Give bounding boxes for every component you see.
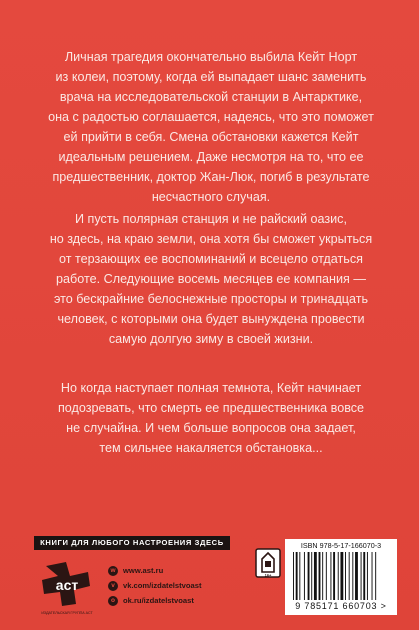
barcode-stripe: [311, 552, 312, 600]
blurb-paragraph-3: Но когда наступает полная темнота, Кейт начинает подозревать, что смерть ее предшественника вовсе не случайна. И чем больше вопросов она задает, тем сильнее накаляется обстановка...: [57, 381, 365, 455]
barcode-stripe: [304, 552, 305, 600]
link-vk[interactable]: [108, 578, 248, 593]
ast-logo: [38, 556, 96, 616]
barcode-stripe: [296, 552, 298, 600]
blurb-section-1: [36, 47, 386, 351]
barcode-stripe: [375, 552, 376, 600]
barcode-stripe: [308, 552, 310, 600]
barcode-stripe: [322, 552, 323, 600]
barcode-stripe: [355, 552, 358, 600]
barcode-stripe: [352, 552, 353, 600]
link-ok[interactable]: [108, 593, 248, 608]
barcode-stripe: [299, 552, 300, 600]
link-website[interactable]: [108, 563, 248, 578]
logo-text: аст: [55, 577, 79, 593]
blurb-section-2: [36, 378, 386, 460]
barcode-stripe: [319, 552, 321, 600]
barcode-stripe: [330, 552, 331, 600]
link-website-text: www.ast.ru: [123, 566, 164, 575]
barcode-stripe: [293, 552, 294, 600]
barcode-number: 9 785171 660703 >: [295, 601, 387, 611]
barcode-stripe: [363, 552, 365, 600]
link-vk-text: vk.com/izdatelstvoast: [123, 581, 202, 590]
barcode-stripe: [349, 552, 350, 600]
barcode-stripe: [338, 552, 339, 600]
barcode-stripe: [345, 552, 346, 600]
globe-icon: w: [108, 566, 118, 576]
tagline-banner: КНИГИ ДЛЯ ЛЮБОГО НАСТРОЕНИЯ ЗДЕСЬ: [34, 536, 230, 550]
barcode-stripe: [367, 552, 368, 600]
age-rating-text: 16+: [264, 572, 272, 578]
blurb-paragraph-2: И пусть полярная станция и не райский оазис, но здесь, на краю земли, она хотя бы сможет укрыться от терзающих ее воспоминаний и всецело отдаться работе. Следующие восемь месяцев ее компания — это бескрайние белоснежные просторы и тринадцать человек, с которыми она будет вынуждена провести самую долгую зиму в своей жизни.: [49, 212, 373, 346]
barcode-bars: [293, 552, 389, 600]
barcode-block: [285, 539, 397, 615]
publisher-links: [108, 563, 248, 608]
isbn-label: ISBN 978-5-17-166070-3: [300, 541, 382, 550]
barcode-stripe: [333, 552, 335, 600]
link-ok-text: ok.ru/izdatelstvoast: [123, 596, 194, 605]
barcode-stripe: [340, 552, 343, 600]
barcode-stripe: [361, 552, 362, 600]
publisher-caption: ИЗДАТЕЛЬСКАЯ ГРУППА АСТ: [41, 611, 93, 615]
age-rating-badge: [255, 548, 281, 578]
vk-icon: v: [108, 581, 118, 591]
blurb-paragraph-1: Личная трагедия окончательно выбила Кейт Норт из колеи, поэтому, когда ей выпадает шанс заменить врача на исследовательской станции в Антарктике, она с радостью соглашается, надеясь, что это поможет ей прийти в себя. Смена обстановки кажется Кейт идеальным решением. Даже несмотря на то, что ее предшественник, доктор Жан-Люк, погиб в результате несчастного случая.: [48, 50, 374, 204]
barcode-stripe: [314, 552, 317, 600]
barcode-stripe: [326, 552, 327, 600]
ok-icon: o: [108, 596, 118, 606]
barcode-stripe: [372, 552, 373, 600]
